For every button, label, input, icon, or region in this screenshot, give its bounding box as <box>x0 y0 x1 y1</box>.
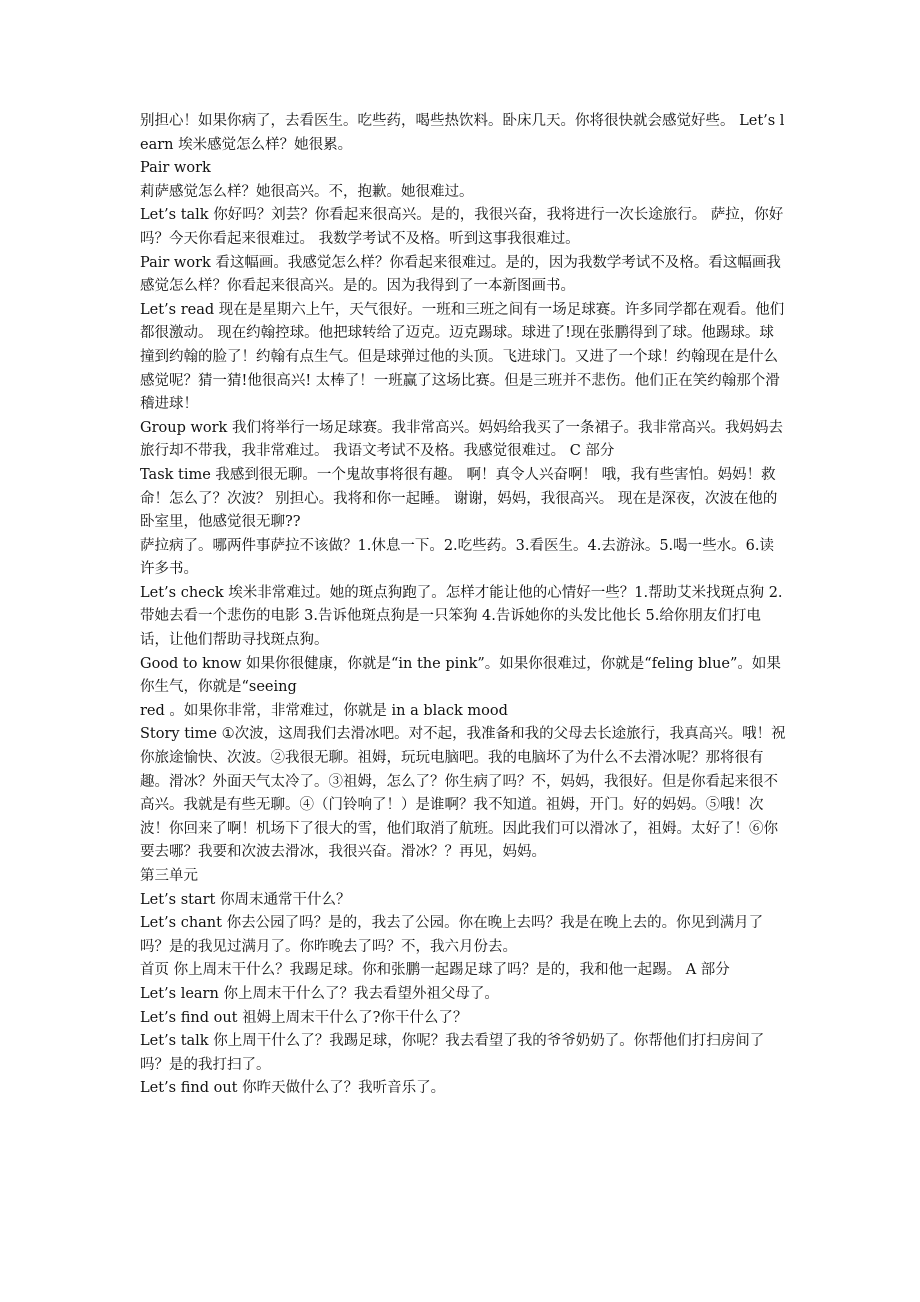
paragraph-4: Let’s talk 你好吗？刘芸？你看起来很高兴。是的，我很兴奋，我将进行一次长途旅行。 萨拉，你好吗？今天你看起来很难过。 我数学考试不及格。听到这事我很难过。 <box>140 207 784 247</box>
paragraph-15: Let’s start 你周末通常干什么？ <box>140 891 351 908</box>
paragraph-11: Good to know 如果你很健康，你就是“in the pink”。如果你很难过，你就是“feling blue”。如果你生气，你就是“seeing <box>140 655 781 696</box>
paragraph-3: 莉萨感觉怎么样？她很高兴。不，抱歉。她很难过。 <box>140 183 474 200</box>
paragraph-7: Group work 我们将举行一场足球赛。我非常高兴。妈妈给我买了一条裙子。我非常高兴。我妈妈去旅行却不带我，我非常难过。 我语文考试不及格。我感觉很难过。 C 部分 <box>140 419 783 460</box>
paragraph-5: Pair work 看这幅画。我感觉怎么样？你看起来很难过。是的，因为我数学考试不及格。看这幅画我感觉怎么样？你看起来很高兴。是的。因为我得到了一本新图画书。 <box>140 254 781 295</box>
paragraph-21: Let’s find out 你昨天做什么了？我听音乐了。 <box>140 1080 446 1097</box>
paragraph-17: 首页 你上周末干什么？我踢足球。你和张鹏一起踢足球了吗？是的，我和他一起踢。 A 部分 <box>140 962 730 979</box>
paragraph-12: red 。如果你非常，非常难过，你就是 in a black mood <box>140 702 508 719</box>
paragraph-2: Pair work <box>140 160 211 177</box>
paragraph-8: Task time 我感到很无聊。一个鬼故事将很有趣。 啊！真令人兴奋啊！ 哦，我有些害怕。妈妈！救命！怎么了？次波？ 别担心。我将和你一起睡。 谢谢，妈妈，我很高兴。 现在是深夜，次波在他的卧室里，他感觉很无聊?? <box>140 466 778 531</box>
paragraph-16: Let’s chant 你去公园了吗？是的，我去了公园。你在晚上去吗？我是在晚上去的。你见到满月了吗？是的我见过满月了。你昨晚去了吗？不，我六月份去。 <box>140 915 764 955</box>
paragraph-10: Let’s check 埃米非常难过。她的斑点狗跑了。怎样才能让他的心情好一些？1.帮助艾米找斑点狗 2.带她去看一个悲伤的电影 3.告诉他斑点狗是一只笨狗 4.告诉她你的头发比他长 5.给你朋友们打电话，让他们帮助寻找斑点狗。 <box>140 584 783 649</box>
paragraph-13: Story time ①次波，这周我们去滑冰吧。对不起，我准备和我的父母去长途旅行，我真高兴。哦！祝你旅途愉快、次波。②我很无聊。祖姆，玩玩电脑吧。我的电脑坏了为什么不去滑冰呢？那将很有趣。滑冰？外面天气太冷了。③祖姆，怎么了？你生病了吗？不，妈妈，我很好。但是你看起来很不高兴。我就是有些无聊。④（门铃响了！）是谁啊？我不知道。祖姆，开门。好的妈妈。⑤哦！次波！你回来了啊！机场下了很大的雪，他们取消了航班。因此我们可以滑冰了，祖姆。太好了！⑥你要去哪？我要和次波去滑冰，我很兴奋。滑冰？？再见，妈妈。 <box>140 726 786 861</box>
paragraph-14: 第三单元 <box>140 868 198 884</box>
paragraph-20: Let’s talk 你上周干什么了？我踢足球，你呢？我去看望了我的爷爷奶奶了。你帮他们打扫房间了吗？是的我打扫了。 <box>140 1033 765 1073</box>
paragraph-6: Let’s read 现在是星期六上午，天气很好。一班和三班之间有一场足球赛。许多同学都在观看。他们都很激动。 现在约翰控球。他把球转给了迈克。迈克踢球。球进了!现在张鹏得到了球。他踢球。球撞到约翰的脸了！约翰有点生气。但是球弹过他的头顶。飞进球门。又进了一个球！约翰现在是什么感觉呢？猜一猜!他很高兴! 太棒了！一班赢了这场比赛。但是三班并不悲伤。他们正在笑约翰那个滑稽进球！ <box>140 301 785 413</box>
paragraph-18: Let’s learn 你上周末干什么了？我去看望外祖父母了。 <box>140 985 499 1002</box>
paragraph-1: 别担心！如果你病了，去看医生。吃些药，喝些热饮料。卧床几天。你将很快就会感觉好些。 Let’s learn 埃米感觉怎么样？她很累。 <box>140 113 785 153</box>
paragraph-19: Let’s find out 祖姆上周末干什么了?你干什么了？ <box>140 1009 468 1026</box>
paragraph-9: 萨拉病了。哪两件事萨拉不该做？1.休息一下。2.吃些药。3.看医生。4.去游泳。5.喝一些水。6.读许多书。 <box>140 537 775 578</box>
